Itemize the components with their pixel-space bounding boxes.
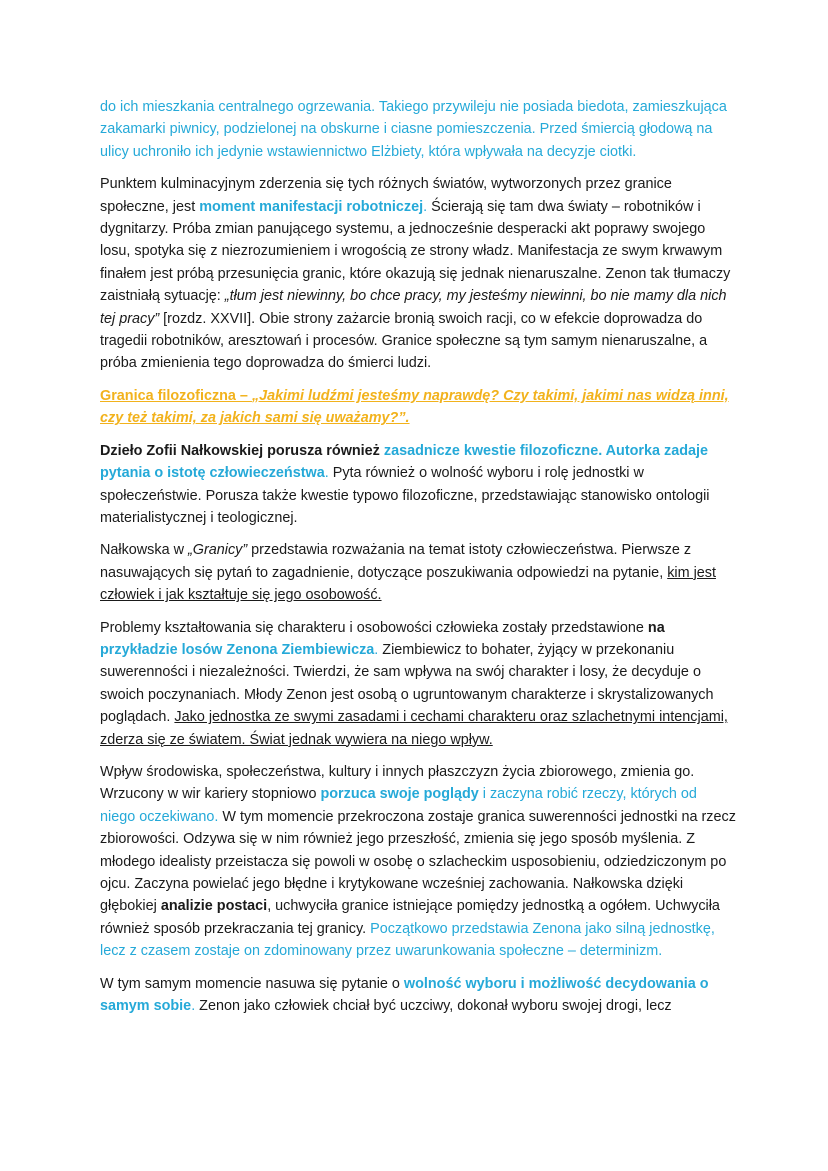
text-span: Problemy kształtowania się charakteru i osobowości człowieka zostały przedstawione xyxy=(100,619,648,636)
text-span: do ich mieszkania centralnego ogrzewania. Takiego przywileju nie posiada biedota, zamieszkująca zakamarki piwnicy, podzielonej na obskurne i ciasne pomieszczenia. Przed śmiercią głodową na ulicy uchroniło ich jedynie wstawiennictwo Elżbiety, która wpływała na decyzje ciotki. xyxy=(100,99,727,160)
paragraph-housing xyxy=(100,96,736,163)
underlined-span: kim jest człowiek i jak kształtuje się jego osobowość. xyxy=(100,564,716,604)
bold-span: analizie postaci xyxy=(160,898,268,915)
bold-span: na xyxy=(647,619,665,636)
text-span: Pyta również o wolność wyboru i rolę jednostki w społeczeństwie. Porusza także kwestie typowo filozoficzne, przedstawiając stanowisko ontologii materialistycznej i teologicznej. xyxy=(100,465,710,526)
highlight-span: przykładzie losów Zenona Ziembiewicza xyxy=(100,641,375,658)
paragraph-influence xyxy=(100,761,736,963)
text-span: . xyxy=(324,465,329,482)
text-span: [rozdz. XXVII]. Obie strony zażarcie bronią swoich racji, co w efekcie doprowadza do tragedii robotników, aresztowań i procesów. Granice społeczne są tym samym nienaruszalne, a próba zmienienia tego doprowadza do śmierci ludzi. xyxy=(100,310,708,372)
section-heading xyxy=(100,385,736,430)
text-span: . xyxy=(423,198,428,215)
highlight-span: wolność wyboru i możliwość decydowania o samym sobie xyxy=(100,975,709,1015)
text-span: Zenon jako człowiek chciał być uczciwy, dokonał wyboru swojej drogi, lecz xyxy=(195,998,672,1015)
text-span: Wpływ środowiska, społeczeństwa, kultury i innych płaszczyzn życia zbiorowego, zmienia go. Wrzucony w wir kariery stopniowo xyxy=(100,763,695,803)
text-span: . xyxy=(191,998,196,1015)
paragraph-philosophy xyxy=(100,440,736,530)
highlight-span: moment manifestacji robotniczej xyxy=(199,198,424,215)
heading-label: Granica filozoficzna – xyxy=(100,387,252,404)
text-span: W tym momencie przekroczona zostaje granica suwerenności jednostki na rzecz zbiorowości. Odzywa się w nim również jego przeszłość, zmienia się jego sposób myślenia. Z młodego idealisty przeistacza się powoli w osobę o szlacheckim usposobieniu, odziedziczonym po ojcu. Zaczyna powielać jego błędne i krytykowane wcześniej zachowania. Nałkowska dzięki głębokiej xyxy=(100,808,736,915)
paragraph-character xyxy=(100,617,736,751)
text-span: Ziembiewicz to bohater, żyjący w przekonaniu suwerenności i niezależności. Twierdzi, że sam wpływa na swój charakter i losy, że decyduje o swoich poczynaniach. Młody Zenon jest osobą o ugruntowanym charakterze i skrystalizowanych poglądach. xyxy=(100,641,714,726)
highlight-span: porzuca swoje poglądy xyxy=(320,786,479,803)
text-span: i zaczyna robić rzeczy, których od niego oczekiwano. xyxy=(100,786,697,825)
text-span: , uchwyciła granice istniejące pomiędzy jednostką a ogółem. Uchwyciła również sposób przekraczania tej granicy. xyxy=(100,898,720,937)
text-span: Punktem kulminacyjnym zderzenia się tych różnych światów, wytworzonych przez granice społeczne, jest xyxy=(100,176,672,215)
title-span: „Granicy” xyxy=(187,542,248,559)
paragraph-humanity xyxy=(100,539,736,606)
text-span: przedstawia rozważania na temat istoty człowieczeństwa. Pierwsze z nasuwających się pytań to zagadnienie, dotyczące poszukiwania odpowiedzi na pytanie, xyxy=(100,542,692,581)
underlined-span: Jako jednostka ze swymi zasadami i cechami charakteru oraz szlachetnymi intencjami, zderza się ze światem. Świat jednak wywiera na niego wpływ. xyxy=(100,709,728,748)
text-span: . xyxy=(374,641,379,658)
text-span: Dzieło Zofii Nałkowskiej porusza również xyxy=(100,442,384,459)
text-span: Początkowo przedstawia Zenona jako silną jednostkę, lecz z czasem zostaje on zdominowany przez uwarunkowania społeczne – determinizm. xyxy=(100,920,715,960)
paragraph-free-will xyxy=(100,973,736,1018)
text-span: Nałkowska w xyxy=(100,542,188,559)
paragraph-manifestation xyxy=(100,173,736,375)
text-span: W tym samym momencie nasuwa się pytanie o xyxy=(100,975,404,992)
highlight-span: zasadnicze kwestie filozoficzne. Autorka zadaje pytania o istotę człowieczeństwa xyxy=(100,442,709,482)
heading-quote: „Jakimi ludźmi jesteśmy naprawdę? Czy takimi, jakimi nas widzą inni, czy też takimi, za jakich sami się uważamy?”. xyxy=(100,387,729,427)
quote-span: „tłum jest niewinny, bo chce pracy, my jesteśmy niewinni, bo nie mamy dla nich tej pracy” xyxy=(100,288,727,327)
text-span: Ścierają się tam dwa światy – robotników i dygnitarzy. Próba zmian panującego systemu, a jednocześnie desperacki akt poprawy swojego losu, spotyka się z niezrozumieniem i wrogością ze strony władz. Manifestacja ze swym krwawym finałem jest próbą przesunięcia granic, które okazują się jednak nienaruszalne. Zenon tak tłumaczy zaistniałą sytuację: xyxy=(100,198,731,305)
